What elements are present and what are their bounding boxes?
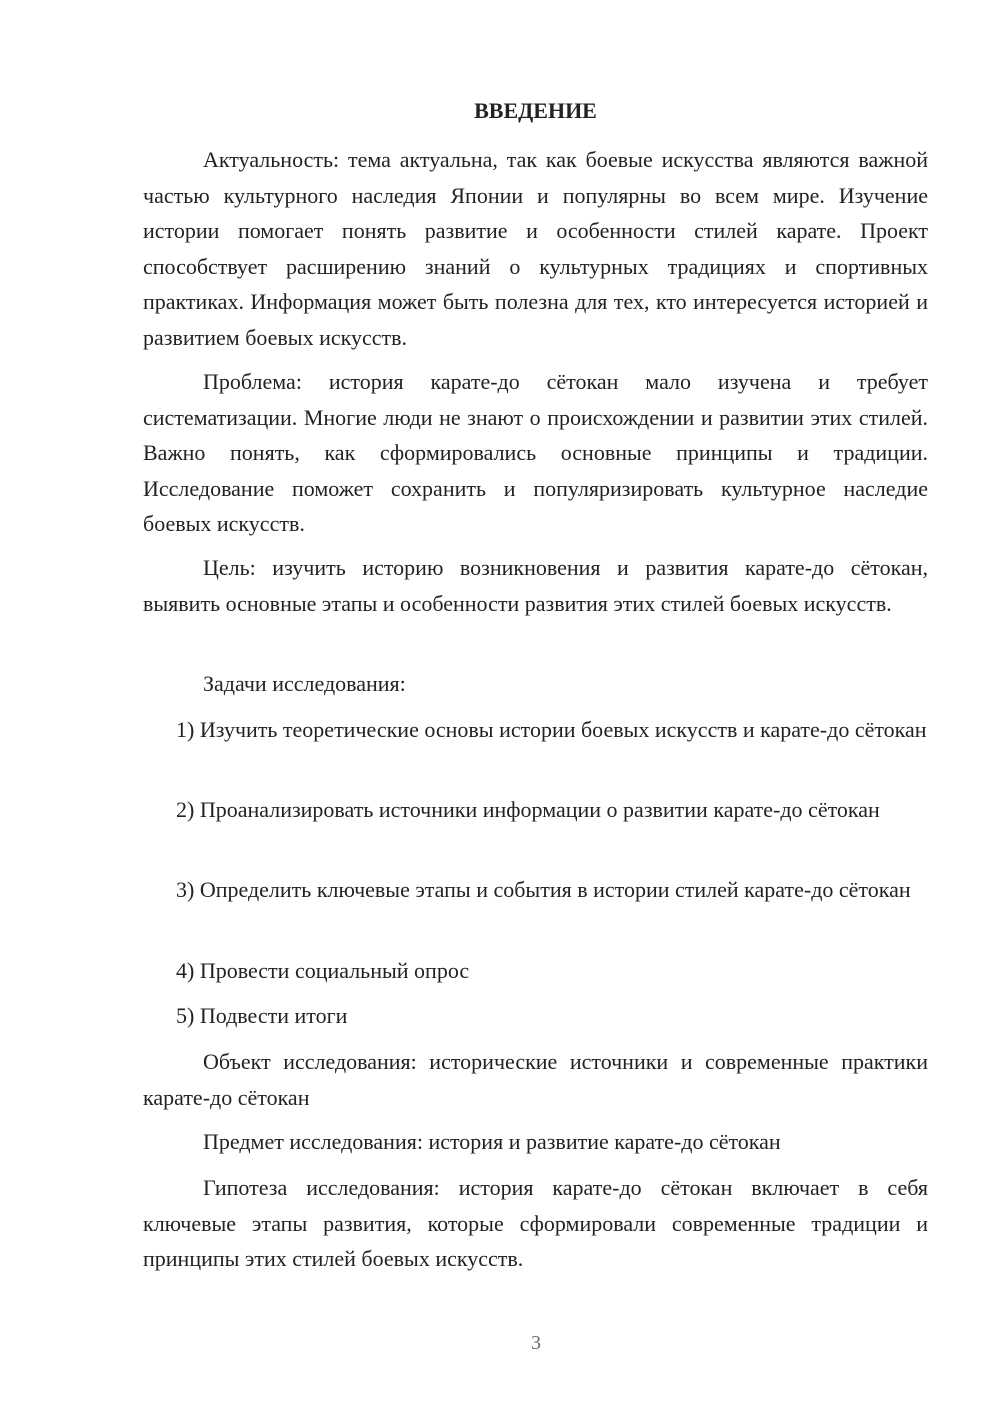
paragraph-problem: Проблема: история карате-до сётокан мало изучена и требует систематизации. Многие люди не знают о происхождении и развитии этих стилей. Важно понять, как сформировались основные принципы и традиции. Исследование поможет сохранить и популяризировать культурное наследие боевых искусств.	[143, 369, 928, 536]
list-item: 2) Проанализировать источники информации о развитии карате-до сётокан	[176, 797, 880, 822]
page-title: ВВЕДЕНИЕ	[474, 98, 597, 123]
tasks-heading: Задачи исследования:	[203, 671, 406, 696]
paragraph-relevance: Актуальность: тема актуальна, так как боевые искусства являются важной частью культурного наследия Японии и популярны во всем мире. Изучение истории помогает понять развитие и особенности стилей карате. Проект способствует расширению знаний о культурных традициях и спортивных практиках. Информация может быть полезна для тех, кто интересуется историей и развитием боевых искусств.	[143, 147, 928, 350]
paragraph-goal: Цель: изучить историю возникновения и развития карате-до сётокан, выявить основные этапы и особенности развития этих стилей боевых искусств.	[143, 555, 928, 616]
list-item: 4) Провести социальный опрос	[176, 958, 470, 983]
list-item: 5) Подвести итоги	[176, 1003, 348, 1028]
paragraph-object: Объект исследования: исторические источники и современные практики карате-до сётокан	[143, 1049, 928, 1110]
paragraph-hypothesis: Гипотеза исследования: история карате-до сётокан включает в себя ключевые этапы развития, которые сформировали современные традиции и принципы этих стилей боевых искусств.	[143, 1175, 928, 1271]
list-item: 3) Определить ключевые этапы и события в истории стилей карате-до сётокан	[176, 877, 911, 902]
paragraph-subject: Предмет исследования: история и развитие карате-до сётокан	[203, 1129, 781, 1154]
list-item: 1) Изучить теоретические основы истории боевых искусств и карате-до сётокан	[176, 717, 927, 742]
page-number: 3	[531, 1332, 541, 1354]
